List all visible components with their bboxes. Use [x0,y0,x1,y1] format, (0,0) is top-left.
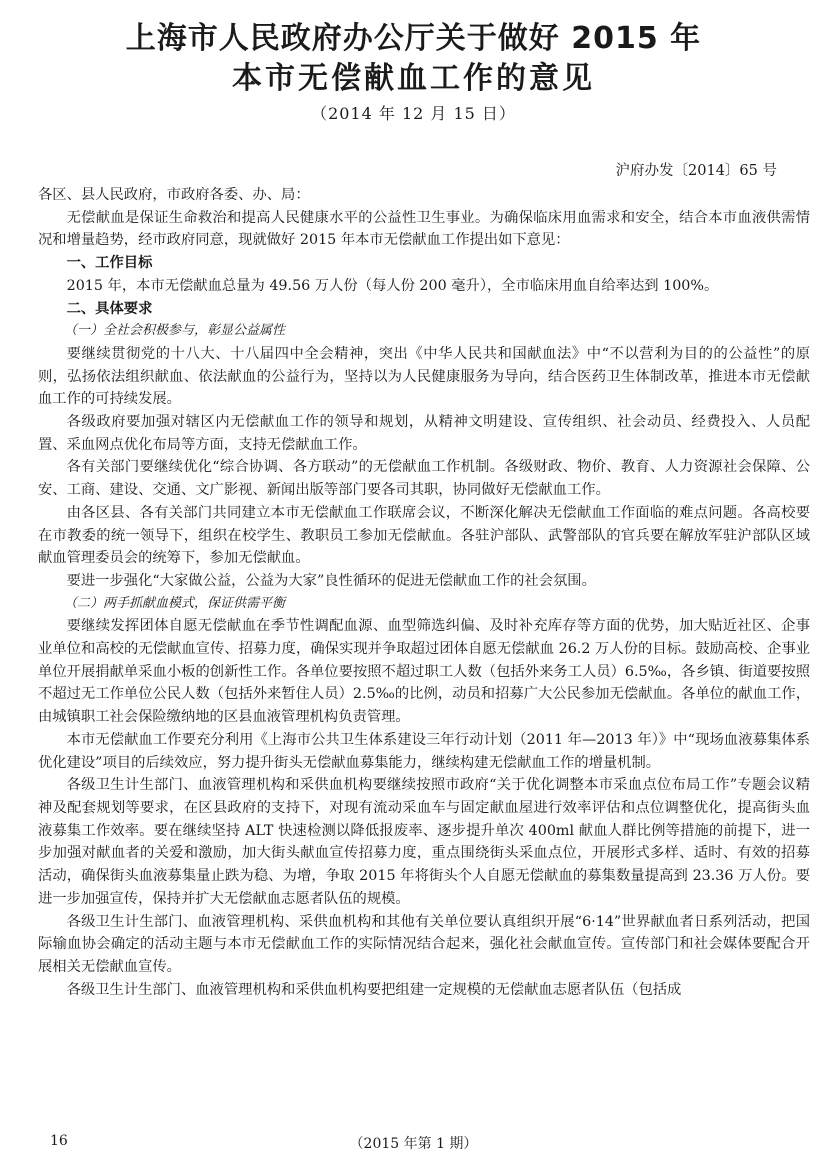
issue-label: （2015 年第 1 期） [349,1136,478,1152]
page-number: 16 [50,1133,68,1149]
paragraph: 各有关部门要继续优化“综合协调、各方联动”的无偿献血工作机制。各级财政、物价、教育、人力资源社会保障、公安、工商、建设、交通、文广影视、新闻出版等部门要各司其职，协同做好无偿献血工作。 [38,459,810,499]
paragraph: 要进一步强化“大家做公益，公益为大家”良性循环的促进无偿献血工作的社会氛围。 [66,572,596,589]
paragraph: 由各区县、各有关部门共同建立本市无偿献血工作联席会议，不断深化解决无偿献血工作面临的难点问题。各高校要在市教委的统一领导下，组织在校学生、教职员工参加无偿献血。各驻沪部队、武警部队的官兵要在解放军驻沪部队区域献血管理委员会的统筹下，参加无偿献血。 [38,504,810,567]
paragraph: 各级政府要加强对辖区内无偿献血工作的领导和规划，从精神文明建设、宣传组织、社会动员、经费投入、人员配置、采血网点优化布局等方面，支持无偿献血工作。 [38,414,810,453]
subsection-heading-2: （二）两手抓献血模式，保证供需平衡 [64,595,286,611]
goal-paragraph: 2015 年，本市无偿献血总量为 49.56 万人份（每人份 200 毫升），全市临床用血自给率达到 100%。 [66,277,719,294]
paragraph: 要继续发挥团体自愿无偿献血在季节性调配血源、血型筛选纠偏、及时补充库存等方面的优势，加大贴近社区、企事业单位和高校的无偿献血宣传、招募力度，确保实现并争取超过团体自愿无偿献血 26.2 万人份的目标。鼓励高校、企事业单位开展捐献单采血小板的创新性工作。各单位要按照不超过职工人数（包括外来务工人员）6.5‰，各乡镇、街道要按照不超过无工作单位公民人数（包括外来暂住人员）2.5‰的比例，动员和招募广大公民参加无偿献血。各单位的献血工作，由城镇职工社会保险缴纳地的区县血液管理机构负责管理。 [38,618,810,726]
document-title-line-1: 上海市人民政府办公厅关于做好 2015 年 [125,21,702,56]
document-date: （2014 年 12 月 15 日） [311,104,516,123]
paragraph: 各级卫生计生部门、血液管理机构、采供血机构和其他有关单位要认真组织开展“6·14”世界献血者日系列活动，把国际输血协会确定的活动主题与本市无偿献血工作的实际情况结合起来，强化社会献血宣传。宣传部门和社会媒体要配合开展相关无偿献血宣传。 [38,913,810,975]
document-title-line-2: 本市无偿献血工作的意见 [232,61,595,96]
paragraph: 要继续贯彻党的十八大、十八届四中全会精神，突出《中华人民共和国献血法》中“不以营利为目的的公益性”的原则，弘扬依法组织献血、依法献血的公益行为，坚持以为人民健康服务为导向，结合医药卫生体制改革，推进本市无偿献血工作的可持续发展。 [38,345,810,408]
document-body [38,184,810,1001]
paragraph: 各级卫生计生部门、血液管理机构和采供血机构要把组建一定规模的无偿献血志愿者队伍（包括成 [66,981,682,998]
recipients-line: 各区、县人民政府，市政府各委、办、局： [38,187,310,203]
paragraph: 本市无偿献血工作要充分利用《上海市公共卫生体系建设三年行动计划（2011 年—2013 年）》中“现场血液募集体系优化建设”项目的后续效应，努力提升街头无偿献血募集能力，继续构建无偿献血工作的增量机制。 [38,731,810,771]
section-heading-requirements: 二、具体要求 [66,300,153,317]
subsection-heading-1: （一）全社会积极参与，彰显公益属性 [64,323,286,339]
document-number: 沪府办发〔2014〕65 号 [615,163,777,179]
intro-paragraph: 无偿献血是保证生命救治和提高人民健康水平的公益性卫生事业。为确保临床用血需求和安全，结合本市血液供需情况和增量趋势，经市政府同意，现就做好 2015 年本市无偿献血工作提出如下意见： [38,209,810,249]
paragraph: 各级卫生计生部门、血液管理机构和采供血机构要继续按照市政府“关于优化调整本市采血点位布局工作”专题会议精神及配套规划等要求，在区县政府的支持下，对现有流动采血车与固定献血屋进行效率评估和点位调整优化，提高街头血液募集工作效率。要在继续坚持 ALT 快速检测以降低报废率、逐步提升单次 400ml 献血人群比例等措施的前提下，进一步加强对献血者的关爱和激励，加大街头献血宣传招募力度，重点围绕街头采血点位，开展形式多样、适时、有效的招募活动，确保街头血液募集量止跌为稳、为增，争取 2015 年将街头个人自愿无偿献血的募集数量提高到 23.36 万人份。要进一步加强宣传，保持并扩大无偿献血志愿者队伍的规模。 [38,777,810,907]
section-heading-goals: 一、工作目标 [66,255,153,272]
